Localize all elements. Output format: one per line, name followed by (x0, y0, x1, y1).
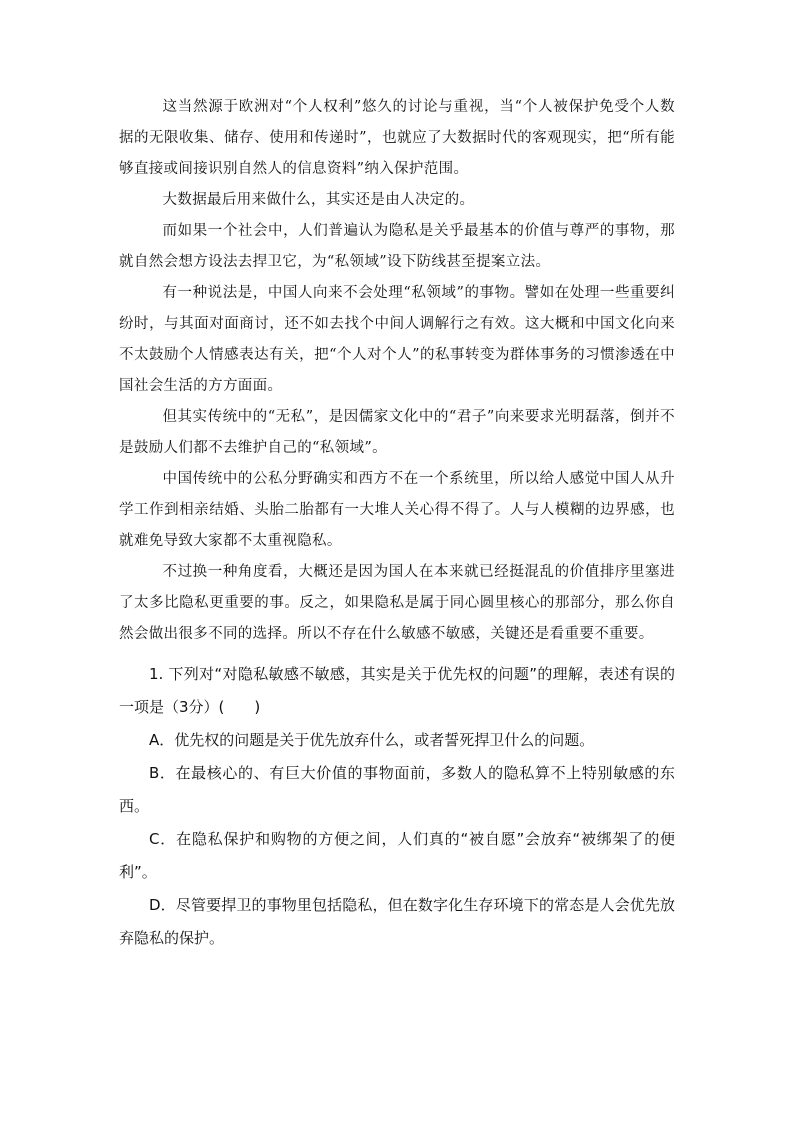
passage-paragraph: 而如果一个社会中，人们普遍认为隐私是关乎最基本的价值与尊严的事物，那就自然会想方设法去捍卫它，为“私领域”设下防线甚至提案立法。 (119, 223, 675, 270)
option-c: C．在隐私保护和购物的方便之间，人们真的“被自愿”会放弃“被绑架了的便利”。 (119, 830, 675, 881)
passage-paragraph: 中国传统中的公私分野确实和西方不在一个系统里，所以给人感觉中国人从升学工作到相亲结婚、头胎二胎都有一大堆人关心得不得了。人与人模糊的边界感，也就难免导致大家都不太重视隐私。 (119, 471, 675, 549)
reading-passage (119, 92, 675, 650)
question-stem: 1. 下列对“对隐私敏感不敏感，其实是关于优先权的问题”的理解，表述有误的一项是（3分）( ) (119, 665, 675, 716)
document-page (119, 92, 675, 955)
option-a: A．优先权的问题是关于优先放弃什么，或者誓死捍卫什么的问题。 (149, 731, 595, 749)
passage-paragraph: 但其实传统中的“无私”，是因儒家文化中的“君子”向来要求光明磊落，倒并不是鼓励人们都不去维护自己的“私领域”。 (119, 409, 675, 456)
passage-paragraph: 不过换一种角度看，大概还是因为国人在本来就已经挺混乱的价值排序里塞进了太多比隐私更重要的事。反之，如果隐私是属于同心圆里核心的那部分，那么你自然会做出很多不同的选择。所以不存在什么敏感不敏感，关键还是看重要不重要。 (119, 564, 675, 642)
option-d: D．尽管要捍卫的事物里包括隐私，但在数字化生存环境下的常态是人会优先放弃隐私的保护。 (119, 896, 675, 947)
passage-paragraph: 大数据最后用来做什么，其实还是由人决定的。 (162, 192, 475, 208)
option-b: B．在最核心的、有巨大价值的事物面前，多数人的隐私算不上特别敏感的东西。 (119, 764, 675, 815)
passage-paragraph: 这当然源于欧洲对“个人权利”悠久的讨论与重视，当“个人被保护免受个人数据的无限收集、储存、使用和传递时”，也就应了大数据时代的客观现实，把“所有能够直接或间接识别自然人的信息资料”纳入保护范围。 (119, 99, 675, 177)
passage-paragraph: 有一种说法是，中国人向来不会处理“私领域”的事物。譬如在处理一些重要纠纷时，与其面对面商讨，还不如去找个中间人调解行之有效。这大概和中国文化向来不太鼓励个人情感表达有关，把“个人对个人”的私事转变为群体事务的习惯渗透在中国社会生活的方方面面。 (119, 285, 675, 394)
question-block (119, 658, 675, 955)
